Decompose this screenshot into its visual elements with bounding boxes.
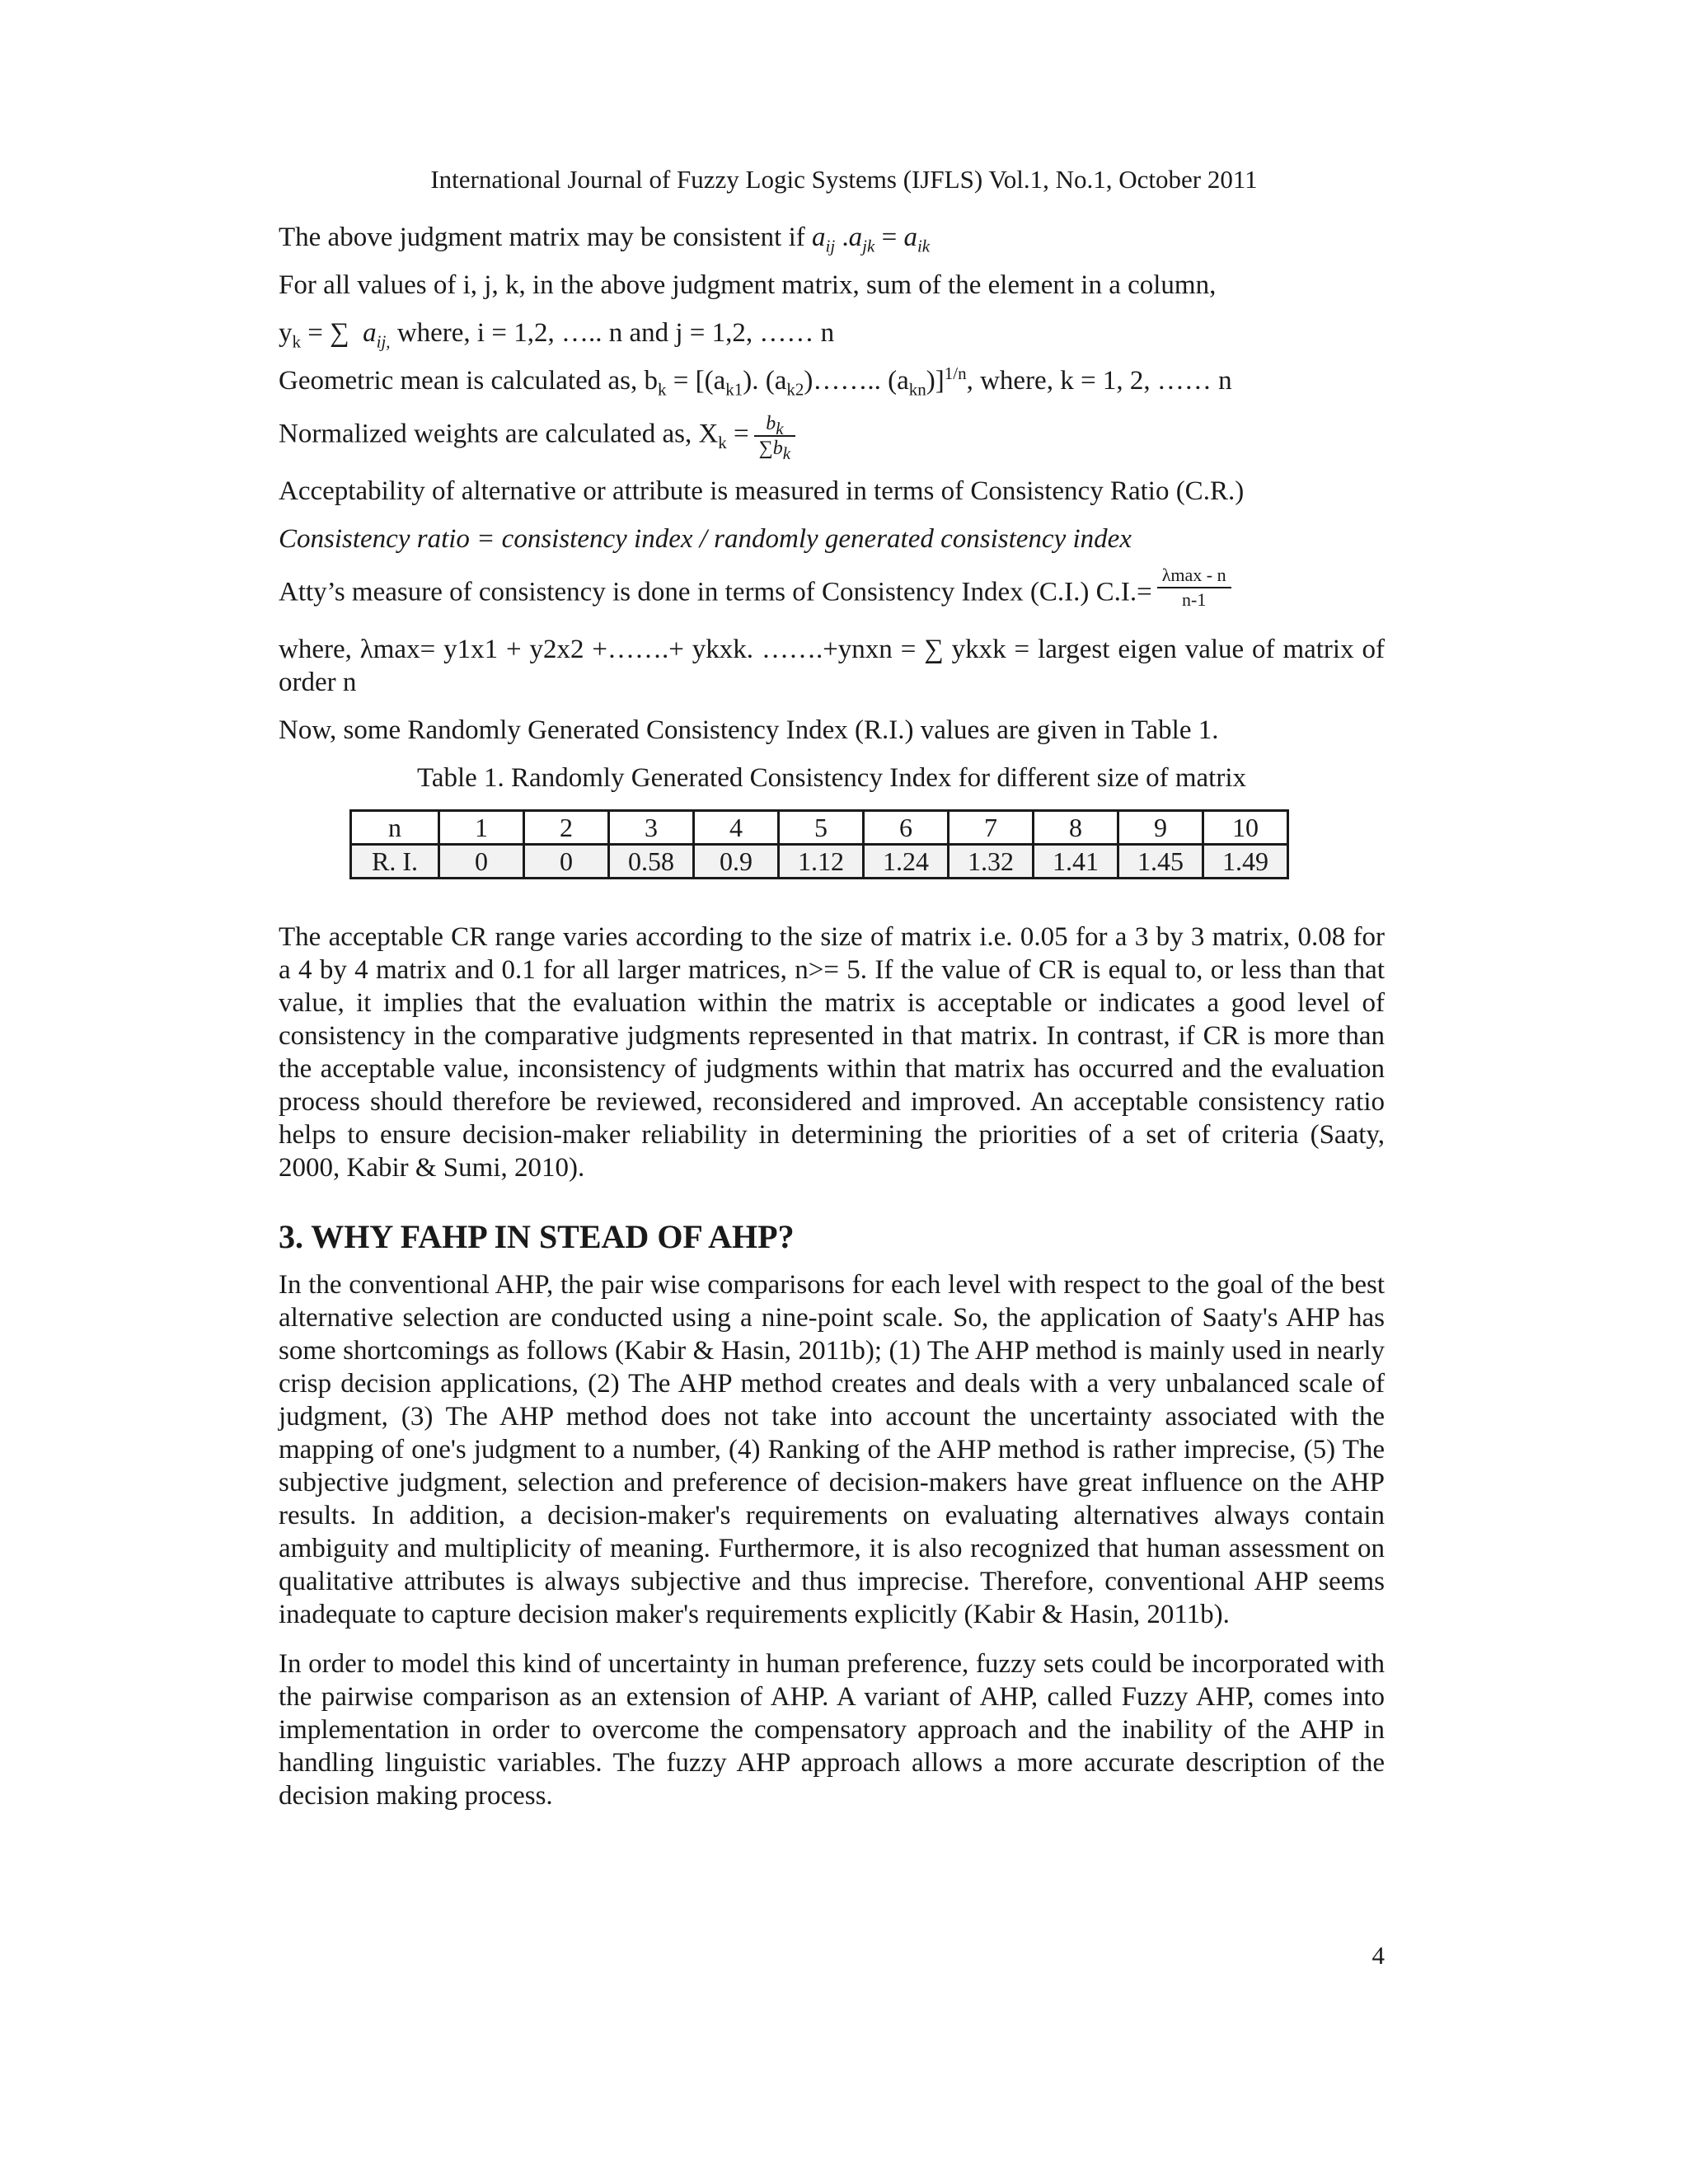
- geometric-mean-formula: Geometric mean is calculated as, $b_k = [(a_{k1})$. $(a_{k2})\dots\dots$.. $(a_{kn})]^{1/n}$, where, k = 1, 2, …… n: [279, 363, 1232, 400]
- table-cell: 8: [1034, 811, 1118, 845]
- table-cell: 1.45: [1118, 845, 1203, 879]
- table-intro-line: Now, some Randomly Generated Consistency Index (R.I.) values are given in Table 1.: [279, 715, 1219, 745]
- table-cell: 1.12: [779, 845, 864, 879]
- consistency-index-line: Atty’s measure of consistency is done in terms of Consistency Index (C.I.) C.I.= $\frac{\lambda\max - n}{n-1}$: [279, 570, 1385, 618]
- normalized-weights-formula: Normalized weights are calculated as, $X_k$ = $\frac{b_k}{\sum b_k}$: [279, 412, 1385, 460]
- table-cell: R. I.: [351, 845, 439, 879]
- table-cell: n: [351, 811, 439, 845]
- table-cell: 7: [949, 811, 1034, 845]
- random-index-table: [349, 809, 1289, 879]
- table-cell: 9: [1118, 811, 1203, 845]
- table-cell: 5: [779, 811, 864, 845]
- table-cell: 1: [439, 811, 524, 845]
- table-cell: 3: [609, 811, 694, 845]
- table-cell: 1.41: [1034, 845, 1118, 879]
- column-sum-formula: $y_k$ = ∑ $a_{ij,}$ where, i = 1,2, ….. n and j = 1,2, …… n: [279, 318, 835, 352]
- lambda-max-line: where, λmax= y1x1 + y2x2 +…….+ ykxk. …….+ynxn = ∑ ykxk = largest eigen value of matrix of order n: [279, 635, 1385, 697]
- table-cell: 1.24: [864, 845, 949, 879]
- table-cell: 10: [1203, 811, 1288, 845]
- acceptability-line: Acceptability of alternative or attribute is measured in terms of Consistency Ratio (C.R.): [279, 476, 1245, 506]
- consistency-index-fraction: $\frac{\lambda\max - n}{n-1}$: [1157, 564, 1231, 612]
- consistency-condition-line: The above judgment matrix may be consistent if $a_{ij}$ $.a_{jk} = a_{ik}$: [279, 223, 931, 256]
- consistency-ratio-definition: Consistency ratio = consistency index / randomly generated consistency index: [279, 524, 1132, 554]
- table-cell: 1.49: [1203, 845, 1288, 879]
- table-cell: 2: [524, 811, 609, 845]
- table-caption: Table 1. Randomly Generated Consistency Index for different size of matrix: [416, 763, 1247, 793]
- table-cell: 6: [864, 811, 949, 845]
- table-cell: 0.58: [609, 845, 694, 879]
- section-heading: 3. WHY FAHP IN STEAD OF AHP?: [279, 1218, 795, 1255]
- conventional-ahp-paragraph: In the conventional AHP, the pair wise comparisons for each level with respect to the goal of the best alternative selection are conducted using a nine-point scale. So, the application of Saaty's AHP has some shortcomings as follows (Kabir & Hasin, 2011b); (1) The AHP method is mainly used in nearly crisp decision applications, (2) The AHP method creates and deals with a very unbalanced scale of judgment, (3) The AHP method does not take into account the uncertainty associated with the mapping of one's judgment to a number, (4) Ranking of the AHP method is rather imprecise, (5) The subjective judgment, selection and preference of decision-makers have great influence on the AHP results. In addition, a decision-maker's requirements on evaluating alternatives always contain ambiguity and multiplicity of meaning. Furthermore, it is also recognized that human assessment on qualitative attributes is always subjective and thus imprecise. Therefore, conventional AHP seems inadequate to capture decision maker's requirements explicitly (Kabir & Hasin, 2011b).: [279, 1270, 1385, 1629]
- cr-range-paragraph: The acceptable CR range varies according to the size of matrix i.e. 0.05 for a 3 by 3 matrix, 0.08 for a 4 by 4 matrix and 0.1 for all larger matrices, n>= 5. If the value of CR is equal to, or less than that value, it implies that the evaluation within the matrix is acceptable or indicates a good level of consistency in the comparative judgments represented in that matrix. In contrast, if CR is more than the acceptable value, inconsistency of judgments within that matrix has occurred and the evaluation process should therefore be reviewed, reconsidered and improved. An acceptable consistency ratio helps to ensure decision-maker reliability in determining the priorities of a set of criteria (Saaty, 2000, Kabir & Sumi, 2010).: [279, 922, 1385, 1183]
- table-row: [351, 845, 1288, 879]
- running-header: International Journal of Fuzzy Logic Systems (IJFLS) Vol.1, No.1, October 2011: [430, 165, 1258, 194]
- fuzzy-ahp-paragraph: In order to model this kind of uncertainty in human preference, fuzzy sets could be incorporated with the pairwise comparison as an extension of AHP. A variant of AHP, called Fuzzy AHP, comes into implementation in order to overcome the compensatory approach and the inability of the AHP in handling linguistic variables. The fuzzy AHP approach allows a more accurate description of the decision making process.: [279, 1649, 1385, 1811]
- page-number: 4: [1372, 1941, 1385, 1970]
- table-cell: 0: [439, 845, 524, 879]
- normalized-weights-fraction: $\frac{b_k}{\sum b_k}$: [754, 412, 795, 460]
- table-cell: 4: [694, 811, 779, 845]
- table-cell: 0: [524, 845, 609, 879]
- table-row: [351, 811, 1288, 845]
- table-cell: 0.9: [694, 845, 779, 879]
- all-values-line: For all values of i, j, k, in the above judgment matrix, sum of the element in a column,: [279, 270, 1217, 300]
- table-cell: 1.32: [949, 845, 1034, 879]
- page-body: [279, 221, 1385, 1829]
